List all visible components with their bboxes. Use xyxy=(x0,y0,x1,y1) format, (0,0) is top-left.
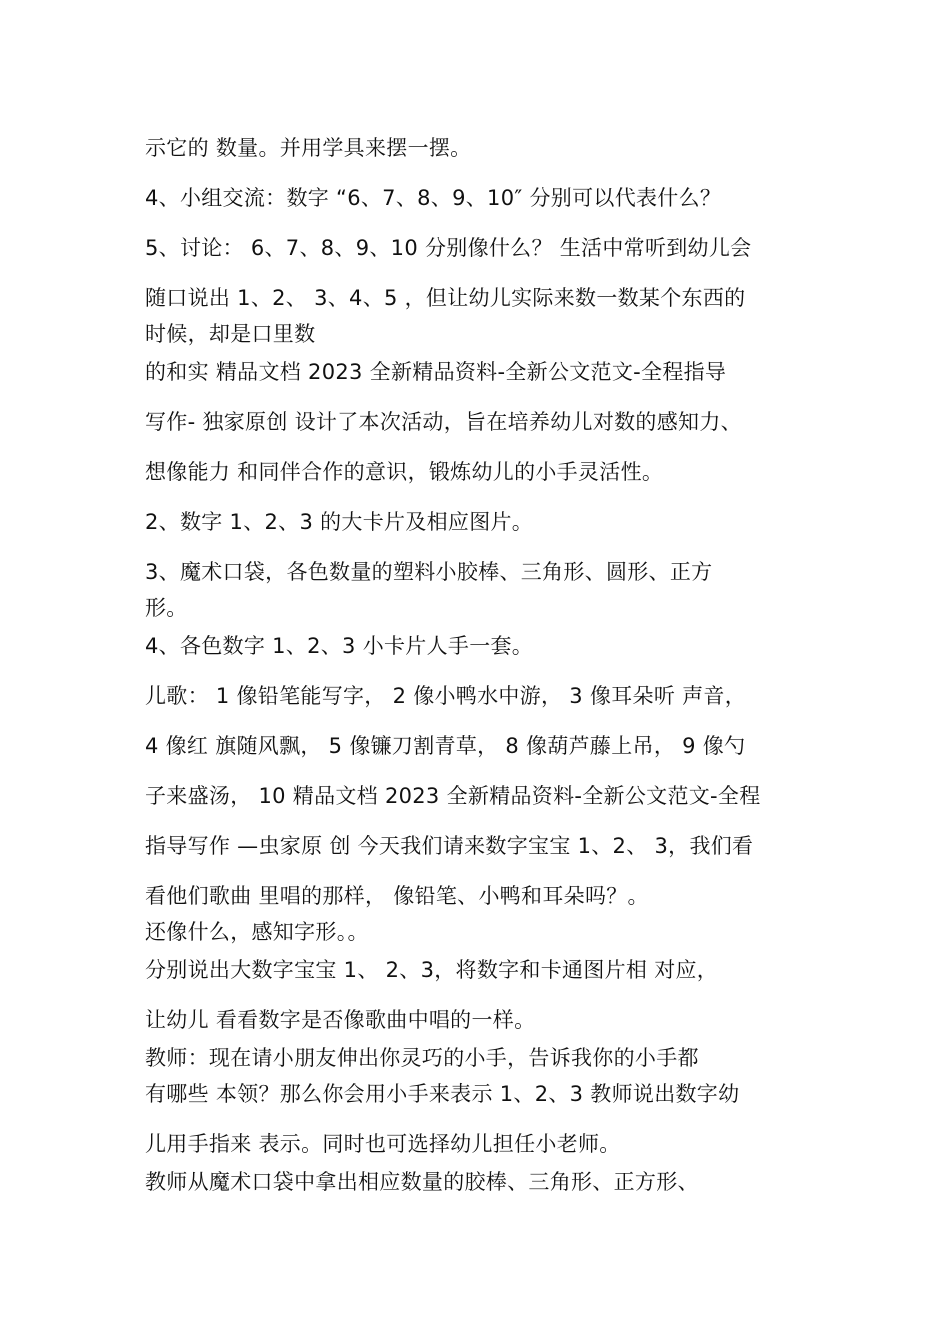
text-line: 4、小组交流：数字 “6、7、8、9、10″ 分别可以代表什么？ xyxy=(145,186,722,210)
text-line: 子来盛汤， 10 精品文档 2023 全新精品资料-全新公文范文-全程 xyxy=(145,784,761,808)
text-line: 3、魔术口袋，各色数量的塑料小胶棒、三角形、圆形、正方 xyxy=(145,560,713,584)
text-line: 随口说出 1、2、 3、4、5 ，但让幼儿实际来数一数某个东西的 xyxy=(145,286,746,310)
text-line: 5、讨论： 6、7、8、9、10 分别像什么？ 生活中常听到幼儿会 xyxy=(145,236,752,260)
text-line: 形。 xyxy=(145,596,188,620)
text-line: 写作- 独家原创 设计了本次活动，旨在培养幼儿对数的感知力、 xyxy=(145,410,742,434)
text-line: 想像能力 和同伴合作的意识，锻炼幼儿的小手灵活性。 xyxy=(145,460,664,484)
text-line: 2、数字 1、2、3 的大卡片及相应图片。 xyxy=(145,510,534,534)
text-line: 儿歌： 1 像铅笔能写字， 2 像小鸭水中游， 3 像耳朵听 声音， xyxy=(145,684,747,708)
text-line: 指导写作 —虫家原 创 今天我们请来数字宝宝 1、2、 3，我们看 xyxy=(145,834,754,858)
text-line: 4、各色数字 1、2、3 小卡片人手一套。 xyxy=(145,634,534,658)
text-line: 分别说出大数字宝宝 1、 2、3，将数字和卡通图片相 对应， xyxy=(145,958,719,982)
text-line: 儿用手指来 表示。同时也可选择幼儿担任小老师。 xyxy=(145,1132,621,1156)
text-line: 让幼儿 看看数字是否像歌曲中唱的一样。 xyxy=(145,1008,536,1032)
text-line: 看他们歌曲 里唱的那样， 像铅笔、小鸭和耳朵吗？。 xyxy=(145,884,649,908)
text-line: 还像什么，感知字形。。 xyxy=(145,920,369,944)
text-line: 有哪些 本领？那么你会用小手来表示 1、2、3 教师说出数字幼 xyxy=(145,1082,740,1106)
text-line: 教师：现在请小朋友伸出你灵巧的小手，告诉我你的小手都 xyxy=(145,1046,699,1070)
text-line: 教师从魔术口袋中拿出相应数量的胶棒、三角形、正方形、 xyxy=(145,1170,699,1194)
text-line: 示它的 数量。并用学具来摆一摆。 xyxy=(145,136,472,160)
text-line: 的和实 精品文档 2023 全新精品资料-全新公文范文-全程指导 xyxy=(145,360,727,384)
text-line: 时候，却是口里数 xyxy=(145,322,316,346)
text-line: 4 像红 旗随风飘， 5 像镰刀割青草， 8 像葫芦藤上吊， 9 像勺 xyxy=(145,734,746,758)
